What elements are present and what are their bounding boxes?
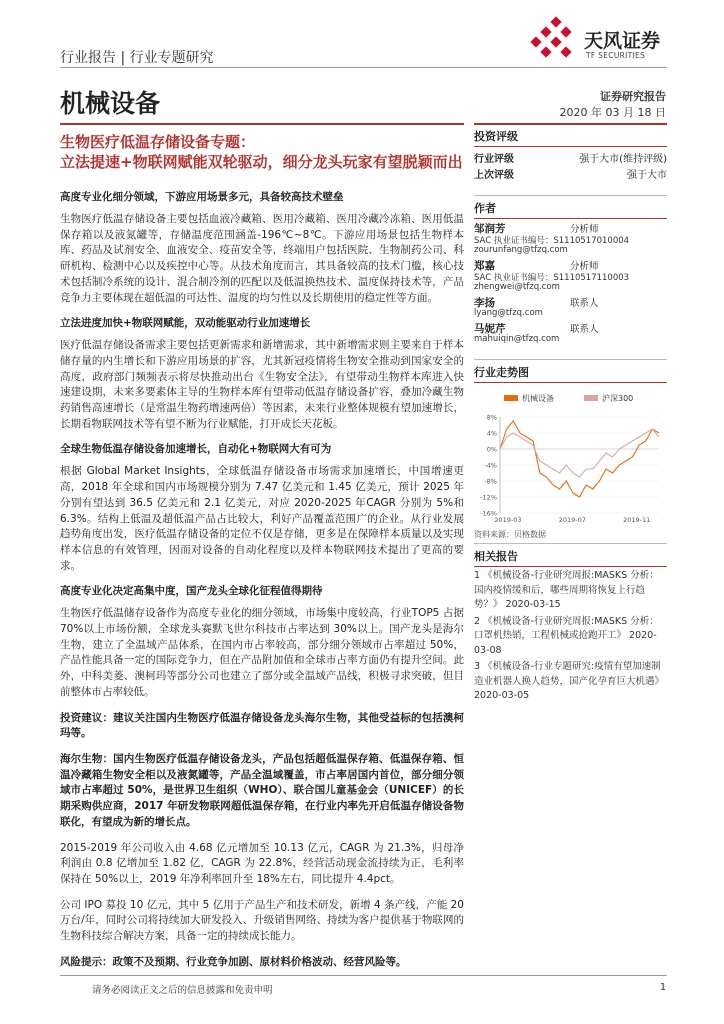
legend-swatch [504,395,518,401]
author-email[interactable]: mahuiqin@tfzq.com [474,334,560,344]
report-title-line1: 生物医疗低温存储设备专题： [60,133,256,151]
section-heading: 高度专业化决定高集中度，国产龙头全球化征程值得期待 [60,585,323,598]
industry-title: 机械设备 [60,89,161,118]
author-role: 联系人 [570,298,599,309]
author-role: 分析师 [570,261,599,272]
author-name: 李扬 [474,297,495,309]
section-paragraph: 根据 Global Market Insights，全球低温存储设备市场需求加速增长，中国增速更高，2018 年全球和国内市场规模分别为 7.47 亿美元和 1.45 亿美元，预计 2025 年分别有望达到 36.5 亿美元和 2.1 亿美元，对应 2020-2025 年CAGR 分别为 5%和 6.3%。结构上低温及超低温产品占比较大，利好产品覆盖范围广的企业。从行业发展趋势角度出发，医疗低温存储设备的定位不仅是存储，更多是在保障样本质量以及实现样本信息的有效管理，因而对设备的自动化程度以及样本物联网技术提出了更高的要求。 [60,465,464,572]
author-cert: SAC 执业证书编号：S1110517010004 [474,236,630,246]
report-type: 行业报告 | 行业专题研究 [60,50,214,66]
risk-warning: 风险提示：政策不及预期、行业竞争加剧、原材料价格波动、经营风险等。 [60,955,407,968]
rating-key: 行业评级 [474,153,514,165]
x-tick-label: 2019-11 [623,516,651,524]
trend-title: 行业走势图 [474,366,529,379]
section-paragraph: 生物医疗低温存储设备主要包括血液冷藏箱、医用冷藏箱、医用冷藏冷冻箱、医用低温保存箱以及液氮罐等，存储温度范围涵盖-196℃~8℃。下游应用场景包括生物样本库、药品及试剂安全、血液安全、疫苗安全等，终端用户包括医院、生物制药公司、科研机构、检测中心以及疾控中心等。从技术角度而言，其具备较高的技术门槛，核心技术包括制冷系统的设计、混合制冷剂的匹配以及低温换热技术、温度保持技术等，产品竞争力主要体现在超低温的可达性、温度的均匀性以及长期使用的稳定性等方面。 [60,213,464,304]
footer-disclaimer: 请务必阅读正文之后的信息披露和免责申明 [92,985,273,996]
y-tick-label: -16% [480,509,497,518]
logo-text-cn: 天风证券 [584,30,661,52]
investment-advice: 投资建议：建议关注国内生物医疗低温存储设备龙头海尔生物，其他受益标的包括澳柯玛等。 [60,711,464,740]
chart-source: 资料来源：贝格数据 [474,530,546,539]
series-line [500,421,659,497]
x-tick-label: 2019-03 [494,516,522,524]
rating-value: 强于大市 [627,169,667,181]
author-role: 联系人 [570,324,599,335]
divider [474,218,667,219]
footer-divider [60,975,667,976]
legend-swatch [584,395,598,401]
y-tick-label: 8% [486,413,497,422]
related-report[interactable]: 2 《机械设备-行业研究周报:MASKS 分析：口罩机热销，工程机械或抢跑开工》 2020-03-08 [474,615,659,656]
y-tick-label: 4% [486,429,497,438]
related-report[interactable]: 1 《机械设备-行业研究周报:MASKS 分析：国内疫情缓和后，哪些周期将恢复上行趋势？》 2020-03-15 [474,570,659,610]
author-entry [474,295,667,319]
trend-chart [474,387,667,527]
page-number: 1 [659,982,666,993]
report-title-line2: 立法提速+物联网赋能双轮驱动，细分龙头玩家有望脱颖而出 [60,153,463,171]
section-paragraph: 医疗低温存储设备需求主要包括更新需求和新增需求，其中新增需求则主要来自于样本储存量的内生增长和下游应用场景的扩容，尤其新冠疫情将生物安全推动到国家安全的高度，政府部门频频表示将尽快推动出台《生物安全法》，有望带动生物样本库进入快速建设期，未来多要素体主导的生物样本库有望带动低温存储设备扩容，叠加冷藏生物药销售高速增长（是常温生物药增速两倍）等因素，未来行业整体规模有望加速增长，长期看物联网技术等有望不断为行业赋能，打开成长天花板。 [60,339,464,430]
rating-value: 强于大市(维持评级) [579,153,667,165]
author-name: 邹润芳 [474,223,506,235]
trend-chart-svg [474,387,667,527]
related-title: 相关报告 [474,550,518,563]
legend-label: 机械设备 [522,394,554,403]
company-profile: 海尔生物：国内生物医疗低温存储设备龙头，产品包括超低温保存箱、低温保存箱、恒温冷藏箱生物安全柜以及液氮罐等，产品全温域覆盖，市占率居国内首位，部分细分领域市占率超过 50%，是世界卫生组织（WHO）、联合国儿童基金会（UNICEF）的长期采购供应商，2017 年研发物联网超低温保存箱，在行业内率先开启低温存储设备物联化，有望成为新的增长点。 [60,752,464,828]
author-entry [474,221,667,256]
company-logo [530,16,670,68]
author-title: 作者 [474,202,496,215]
report-date: 2020 年 03 月 18 日 [559,106,666,119]
logo-text-en: TF SECURITIES [586,51,646,60]
author-name: 马妮芹 [474,323,506,335]
author-entry [474,258,667,293]
header-divider [60,67,667,68]
author-email[interactable]: lyang@tfzq.com [474,308,543,318]
rating-key: 上次评级 [474,169,514,181]
main-content [60,190,464,980]
author-name: 郑嘉 [474,260,495,272]
ipo-summary: 公司 IPO 募投 10 亿元，其中 5 亿用于产品生产和技术研发，新增 4 条产线，产能 20 万台/年，同时公司将持续加大研发投入、升级销售网络、持续为客户提供基于物联网的生物科技综合解决方案，具备一定的持续成长能力。 [60,898,464,943]
y-tick-label: 0% [486,445,497,454]
author-email[interactable]: zhengwei@tfzq.com [474,282,560,292]
y-tick-label: -8% [484,477,497,486]
rating-row [474,165,667,181]
divider [474,382,667,383]
rating-row [474,149,667,165]
logo-mark-icon [530,16,578,64]
report-kind: 证券研究报告 [600,90,666,103]
rating-title: 投资评级 [474,130,518,143]
section-heading: 全球生物低温存储设备加速增长，自动化+物联网大有可为 [60,443,332,456]
author-entry [474,321,667,345]
legend-label: 沪深300 [602,394,634,403]
section-heading: 立法进度加快+物联网赋能，双动能驱动行业加速增长 [60,317,311,330]
y-tick-label: -4% [484,461,497,470]
sidebar [474,124,667,706]
financial-summary: 2015-2019 年公司收入由 4.68 亿元增加至 10.13 亿元，CAGR 为 21.3%，归母净利润由 0.8 亿增加至 1.82 亿，CAGR 为 22.8%，经营活动现金流持续为正，毛利率保持在 50%以上，2019 年净利率回升至 18%左右，同比提升 4.4pct。 [60,841,464,885]
related-report[interactable]: 3 《机械设备-行业专题研究:疫情有望加速制造业机器人换人趋势，国产化孕育巨大机遇》 2020-03-05 [474,661,665,701]
section-heading: 高度专业化细分领域，下游应用场景多元，具备较高技术壁垒 [60,191,344,203]
y-tick-label: -12% [480,493,497,502]
section-paragraph: 生物医疗低温储存设备作为高度专业化的细分领域，市场集中度较高，行业TOP5 占据 70%以上市场份额，全球龙头赛默飞世尔科技市占率达到 30%以上。国产龙头是海尔生物，建立了全温域产品体系，在国内市占率较高，部分细分领域市占率超过 50%，产品性能具备一定的国际竞争力，但在产品附加值和全球市占率方面仍有提升空间。此外，中科美菱、澳柯玛等部分公司也建立了部分或全温域产品线，积极寻求突破，但目前整体市占率较低。 [60,607,464,698]
x-tick-label: 2019-07 [558,516,586,524]
author-cert: SAC 执业证书编号：S1110517110003 [474,273,630,283]
author-role: 分析师 [570,224,599,235]
divider [474,566,667,567]
title-divider [60,123,464,125]
author-email[interactable]: zourunfang@tfzq.com [474,245,568,255]
divider [474,146,667,147]
